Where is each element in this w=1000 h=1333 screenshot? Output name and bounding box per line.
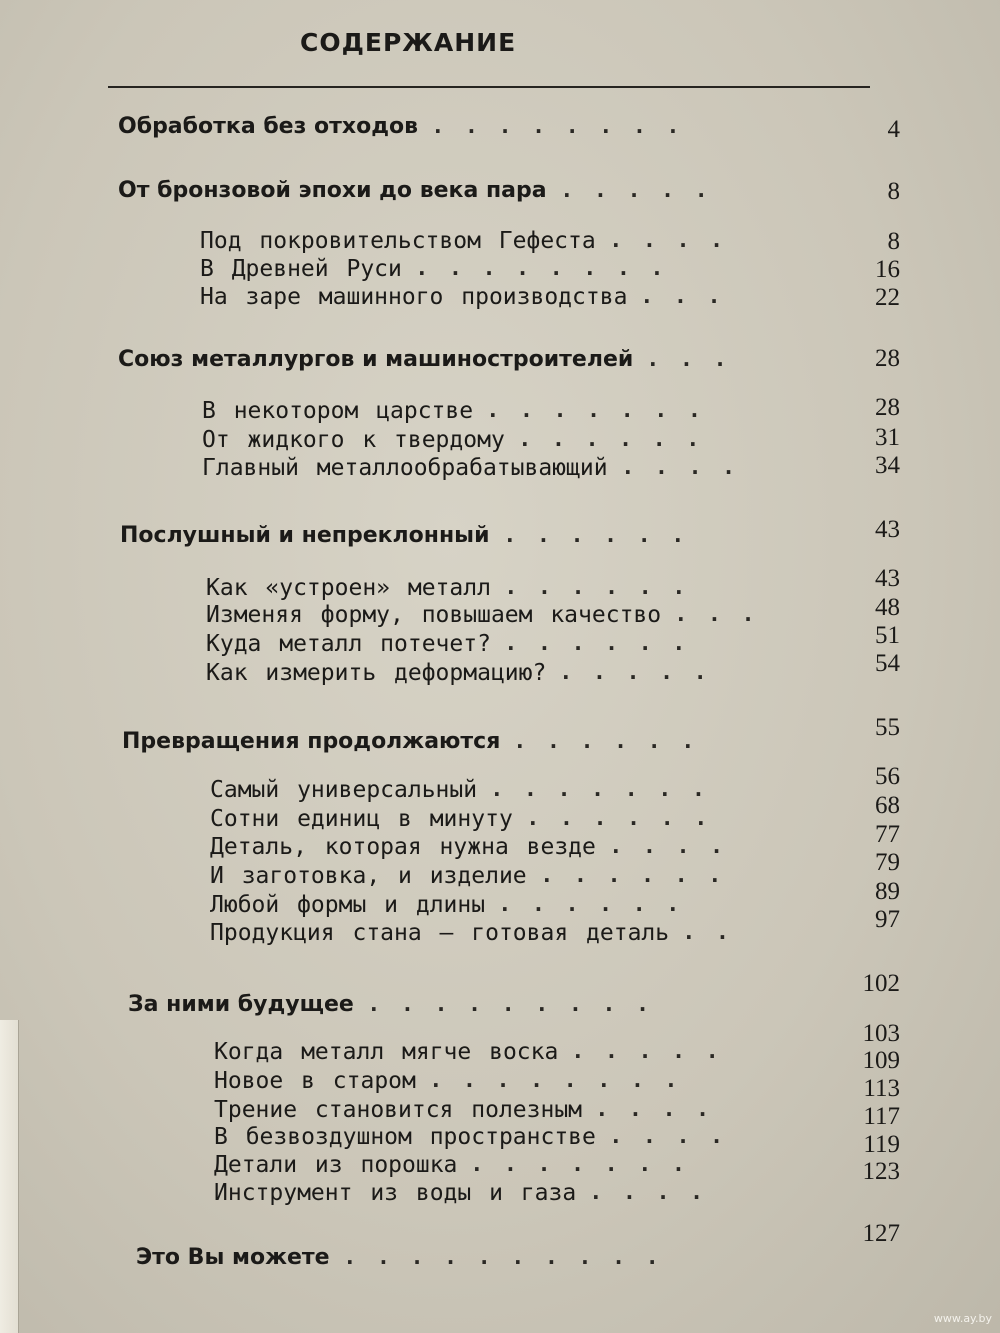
subchapter-title: Как измерить деформацию? [206, 660, 547, 686]
subchapter-page-number: 89 [875, 878, 900, 905]
leader-dots: ........ [434, 114, 703, 138]
adjacent-page-edge [0, 1020, 19, 1333]
chapter-page-number: 127 [862, 1220, 900, 1247]
subchapter-title: Новое в старом [214, 1068, 416, 1094]
subchapter-page-number: 103 [862, 1020, 900, 1047]
subchapter-page-number: 77 [875, 821, 900, 848]
subchapter-page-number: 28 [875, 394, 900, 421]
subchapter-title: На заре машинного производства [200, 284, 628, 310]
subchapter-title: В Древней Руси [200, 256, 402, 282]
chapter-title: Союз металлургов и машиностроителей [118, 347, 634, 372]
leader-dots: .... [598, 1097, 733, 1121]
leader-dots: ..... [562, 660, 730, 684]
leader-dots: ...... [529, 806, 731, 830]
leader-dots: ...... [521, 427, 723, 451]
leader-dots: .... [592, 1180, 727, 1204]
subchapter-title: Продукция стана — готовая деталь [210, 920, 670, 946]
subchapter-title: Когда металл мягче воска [214, 1039, 559, 1065]
leader-dots: ...... [507, 631, 709, 655]
leader-dots: ..... [563, 178, 731, 202]
subchapter-page-number: 97 [875, 906, 900, 933]
leader-dots: ..... [574, 1039, 742, 1063]
leader-dots: ........ [418, 256, 687, 280]
chapter-title: Послушный и непреклонный [120, 523, 490, 548]
subchapter-page-number: 117 [863, 1103, 900, 1130]
watermark: www.ay.by [933, 1312, 992, 1325]
page-title: СОДЕРЖАНИЕ [300, 28, 517, 57]
leader-dots: ....... [493, 777, 729, 801]
subchapter-page-number: 68 [875, 792, 900, 819]
subchapter-page-number: 8 [887, 228, 900, 255]
chapter-page-number: 28 [875, 345, 900, 372]
subchapter-page-number: 34 [875, 452, 900, 479]
leader-dots: .... [612, 834, 747, 858]
subchapter-page-number: 16 [875, 256, 900, 283]
subchapter-page-number: 113 [863, 1075, 900, 1102]
leader-dots: .... [612, 1124, 747, 1148]
chapter-page-number: 43 [875, 516, 900, 543]
leader-dots: ... [677, 602, 778, 626]
subchapter-page-number: 119 [863, 1131, 900, 1158]
subchapter-title: От жидкого к твердому [202, 427, 505, 453]
subchapter-title: Инструмент из воды и газа [214, 1180, 577, 1206]
subchapter-page-number: 109 [862, 1047, 900, 1074]
leader-dots: ....... [489, 398, 725, 422]
subchapter-page-number: 123 [862, 1158, 900, 1185]
subchapter-title: Любой формы и длины [210, 892, 486, 918]
subchapter-page-number: 79 [875, 849, 900, 876]
subchapter-page-number: 22 [875, 284, 900, 311]
leader-dots: .... [612, 228, 747, 252]
subchapter-title: Деталь, которая нужна везде [210, 834, 596, 860]
subchapter-title: Под покровительством Гефеста [200, 228, 596, 254]
leader-dots: ......... [370, 992, 673, 1016]
subchapter-title: Главный металлообрабатывающий [202, 455, 608, 481]
leader-dots: ... [649, 347, 750, 371]
subchapter-title: В безвоздушном пространстве [214, 1124, 596, 1150]
subchapter-title: Как «устроен» металл [206, 575, 491, 601]
subchapter-title: Трение становится полезным [214, 1097, 583, 1123]
leader-dots: ... [643, 284, 744, 308]
chapter-page-number: 8 [887, 178, 900, 205]
chapter-page-number: 4 [887, 116, 900, 143]
subchapter-title: Куда металл потечет? [206, 631, 491, 657]
chapter-title: Превращения продолжаются [122, 729, 501, 754]
subchapter-title: Сотни единиц в минуту [210, 806, 513, 832]
leader-dots: .. [685, 920, 753, 944]
subchapter-page-number: 48 [875, 594, 900, 621]
subchapter-page-number: 31 [875, 424, 900, 451]
chapter-title: За ними будущее [128, 992, 354, 1017]
subchapter-title: Изменяя форму, повышаем качество [206, 602, 662, 628]
chapter-title: От бронзовой эпохи до века пара [118, 178, 547, 203]
subchapter-page-number: 51 [875, 622, 900, 649]
subchapter-title: И заготовка, и изделие [210, 863, 527, 889]
subchapter-page-number: 54 [875, 650, 900, 677]
subchapter-title: Самый универсальный [210, 777, 478, 803]
chapter-page-number: 55 [875, 714, 900, 741]
leader-dots: ........ [432, 1068, 701, 1092]
chapter-title: Обработка без отходов [118, 114, 419, 139]
leader-dots: ...... [507, 575, 709, 599]
leader-dots: ...... [543, 863, 745, 887]
title-rule [108, 86, 870, 88]
leader-dots: ....... [473, 1152, 709, 1176]
leader-dots: .... [624, 455, 759, 479]
chapter-title: Это Вы можете [136, 1245, 330, 1270]
chapter-page-number: 102 [862, 970, 900, 997]
subchapter-title: В некотором царстве [202, 398, 474, 424]
leader-dots: ...... [516, 729, 718, 753]
subchapter-page-number: 56 [875, 763, 900, 790]
leader-dots: ...... [501, 892, 703, 916]
subchapter-page-number: 43 [875, 565, 900, 592]
leader-dots: .......... [346, 1245, 682, 1269]
subchapter-title: Детали из порошка [214, 1152, 458, 1178]
leader-dots: ...... [506, 523, 708, 547]
